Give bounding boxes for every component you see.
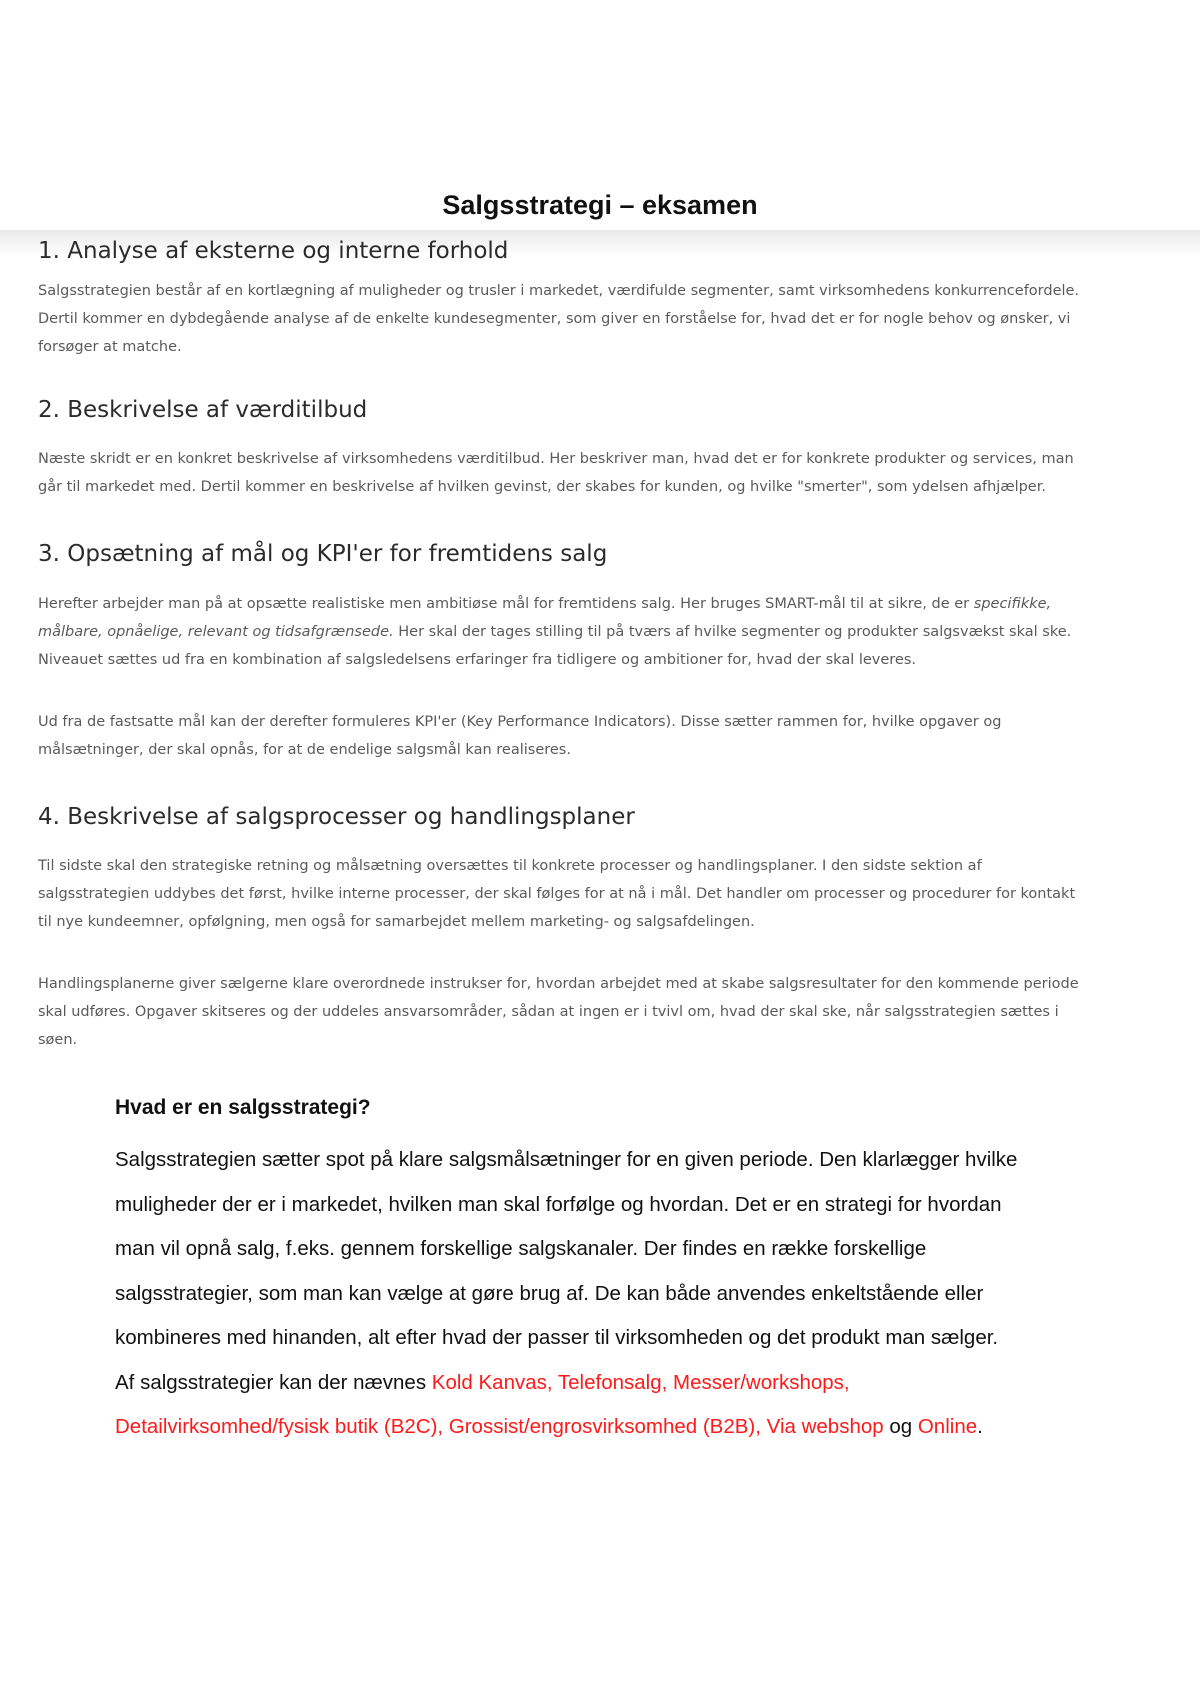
text-run: Her skal der tages stilling til på tværs af hvilke segmenter og produkter salgsvækst skal ske. <box>393 624 1072 640</box>
text-line <box>115 1361 1115 1406</box>
text-line: salgsstrategien uddybes det først, hvilke interne processer, der skal følges for at nå i mål. Det handler om processer og procedurer for kontakt <box>38 886 1076 902</box>
question-heading: Hvad er en salgsstrategi? <box>115 1096 371 1119</box>
text-line: målsætninger, der skal opnås, for at de endelige salgsmål kan realiseres. <box>38 742 571 758</box>
italic-text: specifikke, <box>973 596 1052 612</box>
text-line: Dertil kommer en dybdegående analyse af de enkelte kundesegmenter, som giver en forståelse for, hvad det er for nogle behov og ønsker, vi <box>38 311 1071 327</box>
section-2-heading: 2. Beskrivelse af værditilbud <box>38 397 368 423</box>
text-line: søen. <box>38 1032 78 1048</box>
text-line: man vil opnå salg, f.eks. gennem forskellige salgskanaler. Der findes en række forskellige <box>115 1237 927 1260</box>
period: . <box>977 1415 983 1438</box>
highlighted-strategy-online: Online <box>917 1415 978 1438</box>
document-title: Salgsstrategi – eksamen <box>442 190 758 221</box>
text-line: kombineres med hinanden, alt efter hvad der passer til virksomheden og det produkt man sælger. <box>115 1326 999 1349</box>
text-line: til nye kundeemner, opfølgning, men også for samarbejdet mellem marketing- og salgsafdelingen. <box>38 914 755 930</box>
text-line <box>38 590 1178 618</box>
section-1-paragraph <box>38 277 1178 361</box>
text-line: Niveauet sættes ud fra en kombination af salgsledelsens erfaringer fra tidligere og ambitioner for, hvad der skal leveres. <box>38 652 917 668</box>
section-3-heading: 3. Opsætning af mål og KPI'er for fremtidens salg <box>38 541 608 567</box>
text-line: Salgsstrategien består af en kortlægning af muligheder og trusler i markedet, værdifulde segmenter, samt virksomhedens konkurrencefordele. <box>38 283 1080 299</box>
text-run: Herefter arbejder man på at opsætte realistiske men ambitiøse mål for fremtidens salg. Her bruges SMART-mål til at sikre, de er <box>38 596 974 612</box>
section-3-paragraph-2 <box>38 708 1178 764</box>
highlighted-strategies: Kold Kanvas, Telefonsalg, Messer/workshops, <box>431 1370 850 1394</box>
highlighted-strategies: Detailvirksomhed/fysisk butik (B2C), Grossist/engrosvirksomhed (B2B), Via webshop <box>115 1415 884 1438</box>
section-3-paragraph-1 <box>38 590 1178 674</box>
text-line: muligheder der er i markedet, hvilken man skal forfølge og hvordan. Det er en strategi for hvordan <box>115 1192 1002 1216</box>
text-line: Til sidste skal den strategiske retning og målsætning oversættes til konkrete processer og handlingsplaner. I den sidste sektion af <box>38 858 982 874</box>
text-line: går til markedet med. Dertil kommer en beskrivelse af hvilken gevinst, der skabes for kunden, og hvilke "smerter", som ydelsen afhjælper. <box>38 479 1046 495</box>
answer-paragraph <box>115 1138 1115 1450</box>
conjunction: og <box>883 1415 918 1438</box>
list-intro: Af salgsstrategier kan der nævnes <box>115 1370 432 1394</box>
text-line: Ud fra de fastsatte mål kan der derefter formuleres KPI'er (Key Performance Indicators). Disse sætter rammen for, hvilke opgaver og <box>38 714 1002 730</box>
section-4-paragraph-1 <box>38 852 1178 936</box>
section-1-heading: 1. Analyse af eksterne og interne forhold <box>38 238 509 264</box>
text-line: skal udføres. Opgaver skitseres og der uddeles ansvarsområder, sådan at ingen er i tvivl om, hvad der skal ske, når salgsstrategien sættes i <box>38 1004 1059 1020</box>
italic-text: målbare, opnåelige, relevant og tidsafgrænsede. <box>38 624 394 640</box>
text-line: Handlingsplanerne giver sælgerne klare overordnede instrukser for, hvordan arbejdet med at skabe salgsresultater for den kommende periode <box>38 976 1079 992</box>
text-line: Salgsstrategien sætter spot på klare salgsmålsætninger for en given periode. Den klarlægger hvilke <box>115 1148 1018 1171</box>
text-line <box>38 618 1178 646</box>
text-line: salgsstrategier, som man kan vælge at gøre brug af. De kan både anvendes enkeltstående eller <box>115 1281 984 1305</box>
section-2-paragraph <box>38 445 1178 501</box>
section-4-heading: 4. Beskrivelse af salgsprocesser og handlingsplaner <box>38 804 635 830</box>
text-line: forsøger at matche. <box>38 339 182 355</box>
text-line: Næste skridt er en konkret beskrivelse af virksomhedens værditilbud. Her beskriver man, hvad det er for konkrete produkter og services, man <box>38 451 1074 467</box>
section-4-paragraph-2 <box>38 970 1178 1054</box>
text-line <box>115 1405 1115 1450</box>
